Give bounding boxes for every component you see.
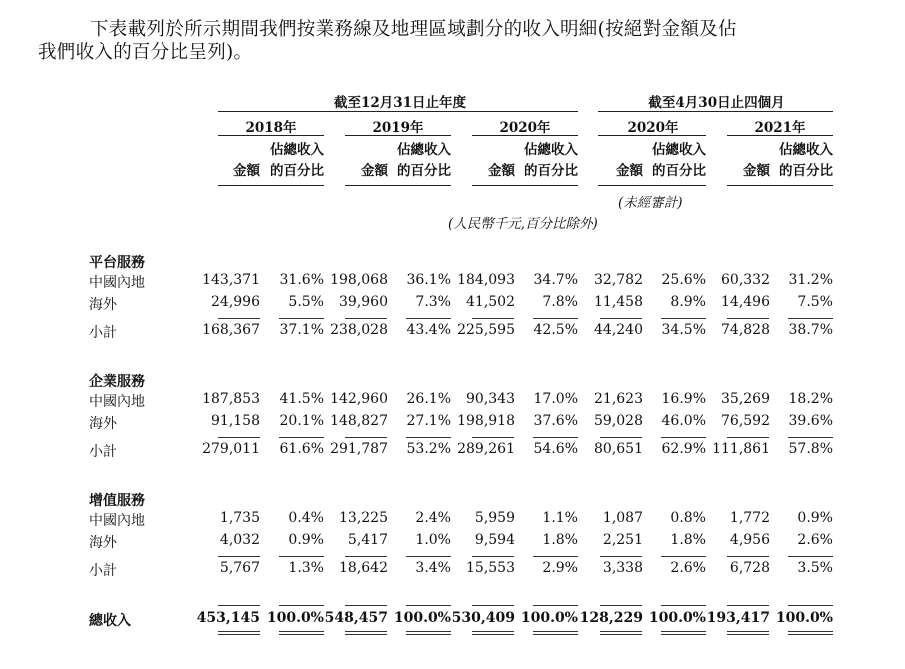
subtotal-rule bbox=[600, 556, 642, 557]
amount-cell: 60,332 bbox=[721, 272, 770, 288]
percent-cell: 41.5% bbox=[279, 391, 324, 407]
total-double-rule bbox=[218, 631, 260, 635]
amount-cell: 187,853 bbox=[202, 391, 260, 407]
total-double-rule bbox=[472, 631, 514, 635]
percent-cell: 1.8% bbox=[670, 532, 706, 548]
unaudited-note: (未經審計) bbox=[618, 195, 683, 211]
group-rule-fiscal-year bbox=[218, 111, 578, 112]
amount-cell: 4,032 bbox=[219, 532, 260, 548]
amount-cell: 193,417 bbox=[706, 610, 770, 626]
amount-cell: 13,225 bbox=[339, 510, 388, 526]
amount-header: 金額 bbox=[361, 163, 388, 179]
year-rule bbox=[218, 135, 324, 136]
amount-cell: 225,595 bbox=[457, 322, 515, 338]
amount-cell: 111,861 bbox=[712, 441, 770, 457]
group-header-four-months: 截至4月30日止四個月 bbox=[648, 95, 785, 111]
percent-cell: 18.2% bbox=[788, 391, 833, 407]
amount-cell: 24,996 bbox=[211, 294, 260, 310]
percent-cell: 62.9% bbox=[661, 441, 706, 457]
row-label: 小計 bbox=[89, 563, 117, 579]
amount-cell: 80,651 bbox=[594, 441, 643, 457]
subtotal-rule bbox=[406, 437, 451, 438]
amount-cell: 530,409 bbox=[451, 610, 515, 626]
amount-cell: 41,502 bbox=[466, 294, 515, 310]
section-title: 企業服務 bbox=[89, 374, 145, 390]
total-double-rule bbox=[661, 631, 706, 635]
year-header: 2021年 bbox=[754, 120, 806, 136]
total-double-rule bbox=[533, 631, 578, 635]
row-label: 中國內地 bbox=[89, 513, 145, 529]
percent-cell: 43.4% bbox=[406, 322, 451, 338]
amount-cell: 548,457 bbox=[324, 610, 388, 626]
subtotal-rule bbox=[279, 318, 324, 319]
percent-cell: 27.1% bbox=[406, 413, 451, 429]
amount-cell: 1,735 bbox=[219, 510, 260, 526]
subtotal-rule bbox=[788, 556, 833, 557]
percent-cell: 2.9% bbox=[542, 560, 578, 576]
year-header: 2020年 bbox=[627, 120, 679, 136]
amount-cell: 14,496 bbox=[721, 294, 770, 310]
subtotal-rule bbox=[533, 556, 578, 557]
amount-cell: 39,960 bbox=[339, 294, 388, 310]
percent-cell: 1.3% bbox=[288, 560, 324, 576]
amount-cell: 15,553 bbox=[466, 560, 515, 576]
intro-paragraph bbox=[38, 18, 858, 64]
percent-cell: 0.4% bbox=[288, 510, 324, 526]
section-title: 平台服務 bbox=[89, 255, 145, 271]
total-double-rule bbox=[788, 631, 833, 635]
percent-cell: 0.9% bbox=[797, 510, 833, 526]
percent-cell: 2.6% bbox=[797, 532, 833, 548]
percent-cell: 26.1% bbox=[406, 391, 451, 407]
percent-header-line1: 佔總收入 bbox=[652, 142, 706, 158]
amount-cell: 4,956 bbox=[729, 532, 770, 548]
total-double-rule bbox=[345, 631, 387, 635]
subtotal-rule bbox=[600, 318, 642, 319]
total-top-rule bbox=[345, 605, 387, 606]
subtotal-rule bbox=[472, 318, 514, 319]
total-top-rule bbox=[279, 605, 324, 606]
subtotal-rule bbox=[727, 318, 769, 319]
percent-cell: 42.5% bbox=[533, 322, 578, 338]
percent-header-line2: 的百分比 bbox=[524, 163, 578, 179]
intro-line-2: 我們收入的百分比呈列)。 bbox=[38, 42, 253, 63]
amount-cell: 291,787 bbox=[330, 441, 388, 457]
amount-cell: 289,261 bbox=[457, 441, 515, 457]
intro-line-1: 下表載列於所示期間我們按業務線及地理區域劃分的收入明細(按絕對金額及佔 bbox=[90, 19, 737, 40]
percent-cell: 61.6% bbox=[279, 441, 324, 457]
amount-cell: 1,087 bbox=[602, 510, 643, 526]
subtotal-rule bbox=[472, 437, 514, 438]
percent-header-line1: 佔總收入 bbox=[397, 142, 451, 158]
amount-cell: 6,728 bbox=[729, 560, 770, 576]
row-label: 小計 bbox=[89, 325, 117, 341]
total-double-rule bbox=[600, 631, 642, 635]
amount-cell: 238,028 bbox=[330, 322, 388, 338]
subtotal-rule bbox=[218, 318, 260, 319]
percent-header-line2: 的百分比 bbox=[270, 163, 324, 179]
total-top-rule bbox=[533, 605, 578, 606]
subtotal-rule bbox=[788, 318, 833, 319]
amount-cell: 148,827 bbox=[330, 413, 388, 429]
percent-cell: 39.6% bbox=[788, 413, 833, 429]
percent-cell: 7.5% bbox=[797, 294, 833, 310]
percent-cell: 1.8% bbox=[542, 532, 578, 548]
percent-cell: 16.9% bbox=[661, 391, 706, 407]
amount-cell: 198,068 bbox=[330, 272, 388, 288]
amount-cell: 168,367 bbox=[202, 322, 260, 338]
total-top-rule bbox=[218, 605, 260, 606]
percent-cell: 34.5% bbox=[661, 322, 706, 338]
total-double-rule bbox=[727, 631, 769, 635]
subtotal-rule bbox=[661, 318, 706, 319]
amount-cell: 18,642 bbox=[339, 560, 388, 576]
subtotal-rule bbox=[727, 556, 769, 557]
total-top-rule bbox=[727, 605, 769, 606]
year-rule bbox=[598, 135, 706, 136]
header-bottom-rule bbox=[472, 185, 578, 186]
percent-cell: 37.6% bbox=[533, 413, 578, 429]
percent-cell: 3.4% bbox=[415, 560, 451, 576]
row-label: 海外 bbox=[89, 297, 117, 313]
group-rule-four-months bbox=[598, 111, 833, 112]
amount-cell: 3,338 bbox=[602, 560, 643, 576]
percent-cell: 54.6% bbox=[533, 441, 578, 457]
amount-cell: 74,828 bbox=[721, 322, 770, 338]
percent-header-line2: 的百分比 bbox=[397, 163, 451, 179]
subtotal-rule bbox=[533, 318, 578, 319]
percent-cell: 5.5% bbox=[288, 294, 324, 310]
year-rule bbox=[472, 135, 578, 136]
unit-note: (人民幣千元,百分比除外) bbox=[448, 216, 598, 232]
amount-cell: 9,594 bbox=[474, 532, 515, 548]
percent-header-line1: 佔總收入 bbox=[270, 142, 324, 158]
year-header: 2019年 bbox=[372, 120, 424, 136]
percent-header-line1: 佔總收入 bbox=[524, 142, 578, 158]
percent-cell: 7.3% bbox=[415, 294, 451, 310]
percent-cell: 0.9% bbox=[288, 532, 324, 548]
percent-cell: 20.1% bbox=[279, 413, 324, 429]
amount-cell: 21,623 bbox=[594, 391, 643, 407]
percent-cell: 100.0% bbox=[266, 610, 324, 626]
row-label: 中國內地 bbox=[89, 275, 145, 291]
subtotal-rule bbox=[727, 437, 769, 438]
percent-cell: 0.8% bbox=[670, 510, 706, 526]
percent-header-line1: 佔總收入 bbox=[779, 142, 833, 158]
percent-cell: 46.0% bbox=[661, 413, 706, 429]
amount-cell: 32,782 bbox=[594, 272, 643, 288]
percent-cell: 25.6% bbox=[661, 272, 706, 288]
percent-cell: 100.0% bbox=[648, 610, 706, 626]
year-rule bbox=[345, 135, 451, 136]
percent-cell: 8.9% bbox=[670, 294, 706, 310]
total-top-rule bbox=[472, 605, 514, 606]
total-top-rule bbox=[406, 605, 451, 606]
header-bottom-rule bbox=[345, 185, 451, 186]
subtotal-rule bbox=[788, 437, 833, 438]
percent-cell: 31.2% bbox=[788, 272, 833, 288]
subtotal-rule bbox=[600, 437, 642, 438]
group-header-fiscal-year: 截至12月31日止年度 bbox=[333, 95, 467, 111]
amount-cell: 76,592 bbox=[721, 413, 770, 429]
year-header: 2018年 bbox=[245, 120, 297, 136]
subtotal-rule bbox=[218, 556, 260, 557]
percent-cell: 100.0% bbox=[775, 610, 833, 626]
total-top-rule bbox=[661, 605, 706, 606]
amount-cell: 198,918 bbox=[457, 413, 515, 429]
row-label: 小計 bbox=[89, 444, 117, 460]
row-label: 中國內地 bbox=[89, 394, 145, 410]
percent-cell: 36.1% bbox=[406, 272, 451, 288]
section-title: 增值服務 bbox=[89, 493, 145, 509]
subtotal-rule bbox=[345, 318, 387, 319]
percent-cell: 1.0% bbox=[415, 532, 451, 548]
header-bottom-rule bbox=[218, 185, 324, 186]
percent-cell: 53.2% bbox=[406, 441, 451, 457]
amount-cell: 184,093 bbox=[457, 272, 515, 288]
percent-cell: 3.5% bbox=[797, 560, 833, 576]
amount-cell: 5,417 bbox=[347, 532, 388, 548]
amount-header: 金額 bbox=[743, 163, 770, 179]
amount-cell: 11,458 bbox=[594, 294, 643, 310]
subtotal-rule bbox=[345, 556, 387, 557]
percent-header-line2: 的百分比 bbox=[652, 163, 706, 179]
year-header: 2020年 bbox=[499, 120, 551, 136]
subtotal-rule bbox=[218, 437, 260, 438]
subtotal-rule bbox=[472, 556, 514, 557]
percent-cell: 37.1% bbox=[279, 322, 324, 338]
percent-cell: 100.0% bbox=[393, 610, 451, 626]
subtotal-rule bbox=[406, 318, 451, 319]
subtotal-rule bbox=[661, 556, 706, 557]
percent-cell: 17.0% bbox=[533, 391, 578, 407]
amount-cell: 143,371 bbox=[202, 272, 260, 288]
amount-cell: 90,343 bbox=[466, 391, 515, 407]
total-label: 總收入 bbox=[89, 613, 131, 629]
amount-header: 金額 bbox=[616, 163, 643, 179]
amount-cell: 453,145 bbox=[196, 610, 260, 626]
percent-cell: 1.1% bbox=[542, 510, 578, 526]
total-top-rule bbox=[600, 605, 642, 606]
amount-cell: 35,269 bbox=[721, 391, 770, 407]
percent-cell: 7.8% bbox=[542, 294, 578, 310]
percent-cell: 31.6% bbox=[279, 272, 324, 288]
percent-cell: 34.7% bbox=[533, 272, 578, 288]
percent-header-line2: 的百分比 bbox=[779, 163, 833, 179]
amount-cell: 59,028 bbox=[594, 413, 643, 429]
subtotal-rule bbox=[406, 556, 451, 557]
percent-cell: 2.4% bbox=[415, 510, 451, 526]
percent-cell: 2.6% bbox=[670, 560, 706, 576]
amount-header: 金額 bbox=[233, 163, 260, 179]
total-double-rule bbox=[406, 631, 451, 635]
amount-cell: 44,240 bbox=[594, 322, 643, 338]
amount-cell: 5,959 bbox=[474, 510, 515, 526]
header-bottom-rule bbox=[598, 185, 706, 186]
subtotal-rule bbox=[661, 437, 706, 438]
amount-cell: 128,229 bbox=[579, 610, 643, 626]
amount-cell: 279,011 bbox=[202, 441, 260, 457]
percent-cell: 57.8% bbox=[788, 441, 833, 457]
header-bottom-rule bbox=[727, 185, 833, 186]
subtotal-rule bbox=[279, 437, 324, 438]
total-double-rule bbox=[279, 631, 324, 635]
amount-cell: 5,767 bbox=[219, 560, 260, 576]
amount-header: 金額 bbox=[488, 163, 515, 179]
amount-cell: 2,251 bbox=[602, 532, 643, 548]
subtotal-rule bbox=[279, 556, 324, 557]
subtotal-rule bbox=[533, 437, 578, 438]
amount-cell: 142,960 bbox=[330, 391, 388, 407]
percent-cell: 100.0% bbox=[520, 610, 578, 626]
total-top-rule bbox=[788, 605, 833, 606]
row-label: 海外 bbox=[89, 535, 117, 551]
amount-cell: 91,158 bbox=[211, 413, 260, 429]
amount-cell: 1,772 bbox=[729, 510, 770, 526]
subtotal-rule bbox=[345, 437, 387, 438]
row-label: 海外 bbox=[89, 416, 117, 432]
percent-cell: 38.7% bbox=[788, 322, 833, 338]
year-rule bbox=[727, 135, 833, 136]
